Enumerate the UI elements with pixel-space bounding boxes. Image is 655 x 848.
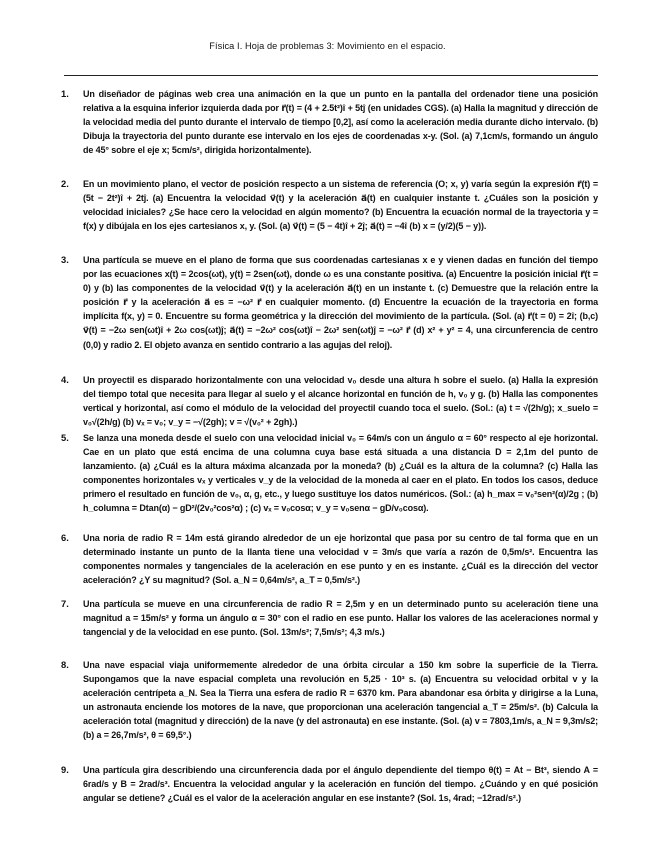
page-header-title: Física I. Hoja de problemas 3: Movimiento en el espacio. xyxy=(209,41,446,51)
problem-number: 6. xyxy=(61,532,69,543)
problem-number: 8. xyxy=(61,659,69,670)
problem-1 xyxy=(61,87,598,157)
problem-number: 7. xyxy=(61,598,69,609)
problem-text: Una partícula se mueve en una circunferencia de radio R = 2,5m y en un determinado punto su aceleración tiene una magnitud a = 15m/s² y forma un ángulo α = 30° con el radio en ese punto. Hallar los valores de las aceleraciones normal y tangencial y de la velocidad en ese punto. (Sol. 13m/s²; 7,5m/s²; 4,3 m/s.) xyxy=(83,599,598,638)
problem-number: 3. xyxy=(61,254,69,265)
problem-number: 9. xyxy=(61,764,69,775)
problem-3 xyxy=(61,253,598,352)
problem-4 xyxy=(61,373,598,429)
problem-text: Un proyectil es disparado horizontalmente con una velocidad v₀ desde una altura h sobre el suelo. (a) Halla la expresión del tiempo total que necesita para llegar al suelo y el alcance horizontal en función de h, v₀ y g. (b) Halla las componentes vertical y horizontal, así como el módulo de la velocidad del proyectil cuando toca el suelo. (Sol.: (a) t = √(2h/g); x_suelo = v₀√(2h/g) (b) vₓ = v₀; v_y = −√(2gh); v = √(v₀² + 2gh).) xyxy=(83,375,598,428)
problem-7 xyxy=(61,597,598,639)
problem-text: Una partícula gira describiendo una circunferencia dada por el ángulo dependiente del tiempo θ(t) = At − Bt³, siendo A = 6rad/s y B = 2rad/s³. Encuentra la velocidad angular y la aceleración en función del tiempo. ¿Cuándo y en qué posición angular se detiene? ¿Cuál es el valor de la aceleración angular en ese instante? (Sol. 1s, 4rad; −12rad/s².) xyxy=(83,765,598,804)
problem-2 xyxy=(61,177,598,233)
problem-text: Se lanza una moneda desde el suelo con una velocidad inicial v₀ = 64m/s con un ángulo α = 60° respecto al eje horizontal. Cae en un plato que está encima de una columna cuya base está situada a una distancia D = 2,1m del punto de lanzamiento. (a) ¿Cuál es la altura máxima alcanzada por la moneda? (b) ¿Cuál es la altura de la columna? (c) Halla las componentes horizontales vₓ y verticales v_y de la velocidad de la moneda al caer en el plato. En todos los casos, deduce primero el resultado en función de v₀, α, g, etc., y luego sustituye los datos numéricos. (Sol.: (a) h_max = v₀²sen²(α)/2g ; (b) h_columna = Dtan(α) − gD²/(2v₀²cos²α) ; (c) vₓ = v₀cosα; v_y = v₀senα − gD/v₀cosα). xyxy=(83,433,598,514)
problem-number: 1. xyxy=(61,88,69,99)
problem-text: Una noria de radio R = 14m está girando alrededor de un eje horizontal que pasa por su centro de tal forma que en un determinado instante un punto de la llanta tiene una velocidad v = 3m/s que varía a razón de 0,5m/s². Encuentra las componentes normales y tangenciales de la aceleración en ese punto y en es instante. ¿Cuál es la dirección del vector aceleración? ¿Y su magnitud? (Sol. a_N = 0,64m/s², a_T = 0,5m/s².) xyxy=(83,533,598,586)
problem-text: Una nave espacial viaja uniformemente alrededor de una órbita circular a 150 km sobre la superficie de la Tierra. Supongamos que la nave espacial completa una revolución en 5,25 · 10³ s. (a) Encuentra su velocidad orbital v y la aceleración centrípeta a_N. Sea la Tierra una esfera de radio R = 6370 km. Para abandonar esa órbita y dirigirse a la Luna, un astronauta enciende los motores de la nave, que proporcionan una aceleración tangencial a_T = 25m/s². (b) Calcula la aceleración total (magnitud y dirección) de la nave (y del astronauta) en ese instante. (Sol. (a) v = 7803,1m/s, a_N = 9,3m/s2; (b) a = 26,7m/s², θ = 69,5°.) xyxy=(83,660,598,741)
problem-text: Un diseñador de páginas web crea una animación en la que un punto en la pantalla del ordenador tiene una posición relativa a la esquina inferior izquierda dada por r⃗(t) = (4 + 2.5t²)î + 5tĵ (en unidades CGS). (a) Halla la magnitud y dirección de la velocidad media del punto durante el intervalo de tiempo [0,2], así como la aceleración media durante dicho intervalo. (b) Dibuja la trayectoria del punto durante ese intervalo en los ejes de coordenadas x-y. (Sol. (a) 7,1cm/s, formando un ángulo de 45° sobre el eje x; 5cm/s², dirigida horizontalmente). xyxy=(83,89,598,156)
problem-text: En un movimiento plano, el vector de posición respecto a un sistema de referencia (O; x, y) varía según la expresión r⃗(t) = (5t − 2t²)î + 2tĵ. (a) Encuentra la velocidad v⃗(t) y la aceleración a⃗(t) en cualquier instante t. ¿Cuáles son la posición y velocidad iniciales? ¿Se hace cero la velocidad en algún momento? (b) Encuentra la ecuación normal de la trayectoria y = f(x) y dibújala en los ejes cartesianos x, y. (Sol. (a) v⃗(t) = (5 − 4t)î + 2ĵ; a⃗(t) = −4î (b) x = (y/2)(5 − y)). xyxy=(83,179,598,232)
header-rule xyxy=(64,75,598,76)
problem-number: 4. xyxy=(61,374,69,385)
problem-5 xyxy=(61,431,598,516)
problem-number: 5. xyxy=(61,432,69,443)
problem-text: Una partícula se mueve en el plano de forma que sus coordenadas cartesianas x e y vienen dadas en función del tiempo por las ecuaciones x(t) = 2cos(ωt), y(t) = 2sen(ωt), donde ω es una constante positiva. (a) Encuentre la posición inicial r⃗(t = 0) y (b) las componentes de la velocidad v⃗(t) y la aceleración a⃗(t) en un instante t. (c) Demuestre que la relación entre la posición r⃗ y la aceleración a⃗ es = −ω² r⃗ en cualquier momento. (d) Encuentre la ecuación de la trayectoria en forma implícita f(x, y) = 0. Encuentre su forma geométrica y la dirección del movimiento de la partícula. (Sol. (a) r⃗(t = 0) = 2î; (b,c) v⃗(t) = −2ω sen(ωt)î + 2ω cos(ωt)ĵ; a⃗(t) = −2ω² cos(ωt)î − 2ω² sen(ωt)ĵ = −ω² r⃗ (d) x² + y² = 4, una circunferencia de centro (0,0) y radio 2. El objeto avanza en sentido contrario a las agujas del reloj). xyxy=(83,255,598,350)
problem-8 xyxy=(61,658,598,743)
problem-6 xyxy=(61,531,598,587)
problem-number: 2. xyxy=(61,178,69,189)
problem-9 xyxy=(61,763,598,805)
